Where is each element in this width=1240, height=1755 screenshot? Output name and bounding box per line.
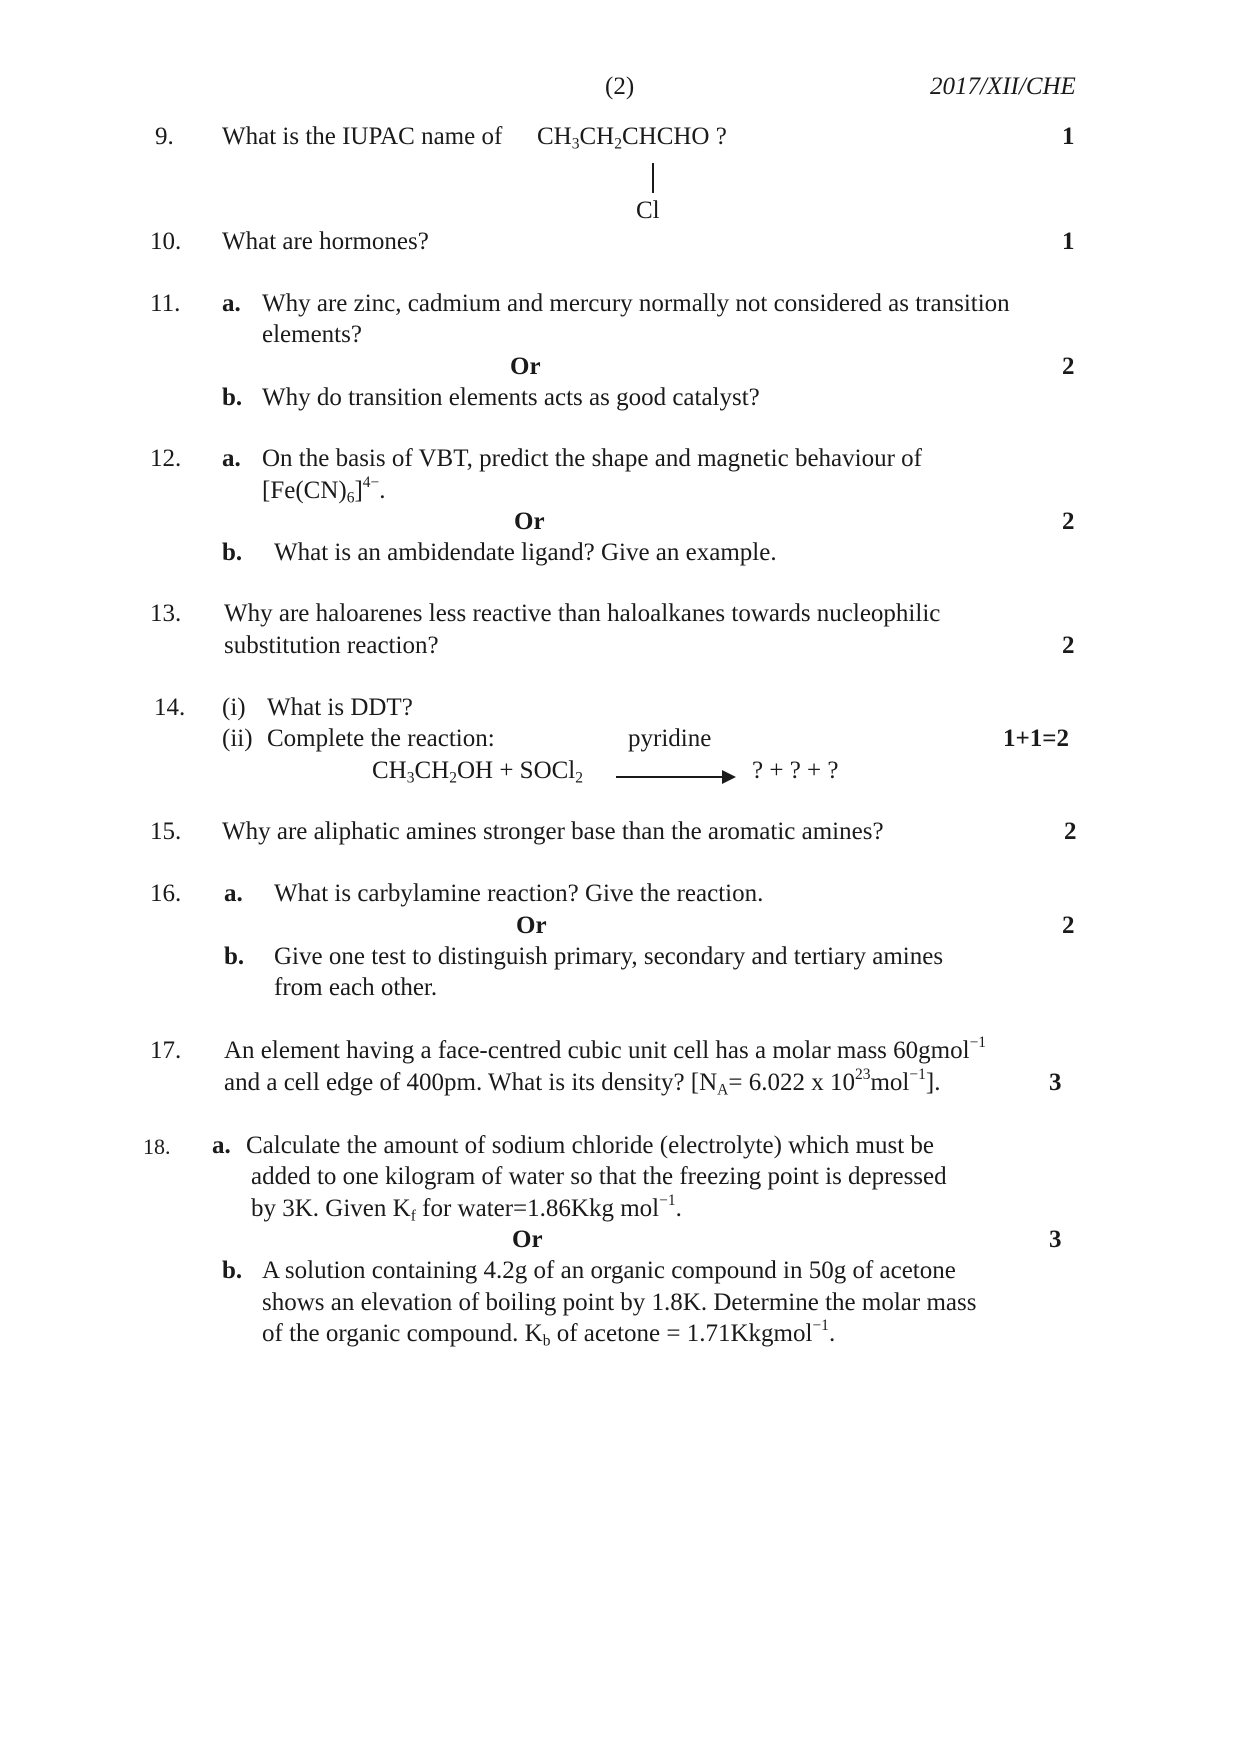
question-number: 17. bbox=[150, 1037, 182, 1064]
marks: 1 bbox=[1062, 123, 1075, 150]
sub-question-i-text: What is DDT? bbox=[267, 694, 413, 721]
sub-question-ii-text: Complete the reaction: bbox=[267, 725, 495, 752]
reagent-label: pyridine bbox=[628, 725, 712, 752]
option-label-a: a. bbox=[222, 445, 241, 472]
question-number: 10. bbox=[150, 228, 182, 255]
option-a-text: What is carbylamine reaction? Give the reaction. bbox=[274, 880, 764, 907]
option-label-b: b. bbox=[222, 1257, 243, 1284]
substituent-label: Cl bbox=[636, 197, 660, 224]
arrow-head-icon bbox=[722, 770, 736, 784]
option-b-text: shows an elevation of boiling point by 1.8K. Determine the molar mass bbox=[262, 1289, 977, 1316]
option-a-text: by 3K. Given $K_f$ for water=1.86Kkg mol$^{-1}$. bbox=[251, 1192, 682, 1225]
option-b-text: from each other. bbox=[274, 974, 438, 1001]
option-b-text: A solution containing 4.2g of an organic compound in 50g of acetone bbox=[262, 1257, 956, 1284]
marks: 2 bbox=[1064, 818, 1077, 845]
or-separator: Or bbox=[516, 912, 547, 939]
complex-formula: $[Fe(CN)_6]^{4-}$. bbox=[262, 474, 386, 507]
question-text: What is the IUPAC name of bbox=[222, 123, 503, 150]
option-b-text: What is an ambidendate ligand? Give an example. bbox=[274, 539, 777, 566]
option-b-text: Why do transition elements acts as good catalyst? bbox=[262, 384, 760, 411]
sub-label-i: (i) bbox=[222, 694, 246, 721]
option-label-b: b. bbox=[222, 539, 243, 566]
chemical-formula: $CH_3CH_2CHCHO$ ? bbox=[537, 123, 727, 153]
or-separator: Or bbox=[512, 1226, 543, 1253]
question-text: Why are haloarenes less reactive than haloalkanes towards nucleophilic bbox=[224, 600, 941, 627]
option-a-text: elements? bbox=[262, 321, 362, 348]
question-number: 13. bbox=[150, 600, 182, 627]
question-number: 16. bbox=[150, 880, 182, 907]
page-number: (2) bbox=[605, 73, 635, 100]
bond-line bbox=[652, 163, 654, 193]
reaction-arrow bbox=[616, 776, 724, 778]
marks: 2 bbox=[1062, 508, 1075, 535]
paper-code: 2017/XII/CHE bbox=[930, 73, 1076, 100]
question-text: Why are aliphatic amines stronger base than the aromatic amines? bbox=[222, 818, 884, 845]
marks: 2 bbox=[1062, 912, 1075, 939]
marks: 2 bbox=[1062, 632, 1075, 659]
question-text: and a cell edge of 400pm. What is its density? [$N_A= 6.022$ x $10^{23}mol^{-1}$]. bbox=[224, 1066, 941, 1099]
option-b-text: of the organic compound. $K_b$ of acetone = 1.71Kkgmol$^{-1}$. bbox=[262, 1317, 836, 1350]
question-text: An element having a face-centred cubic unit cell has a molar mass 60gmol$^{-1}$ bbox=[224, 1034, 987, 1064]
option-label-b: b. bbox=[224, 943, 245, 970]
option-a-text: Why are zinc, cadmium and mercury normally not considered as transition bbox=[262, 290, 1010, 317]
question-number: 11. bbox=[150, 290, 181, 317]
marks: 1+1=2 bbox=[1003, 725, 1069, 752]
option-label-a: a. bbox=[222, 290, 241, 317]
option-a-text: Calculate the amount of sodium chloride (electrolyte) which must be bbox=[246, 1132, 934, 1159]
marks: 1 bbox=[1062, 228, 1075, 255]
option-a-text: On the basis of VBT, predict the shape and magnetic behaviour of bbox=[262, 445, 922, 472]
question-number: 12. bbox=[150, 445, 182, 472]
question-number: 15. bbox=[150, 818, 182, 845]
option-a-text: added to one kilogram of water so that the freezing point is depressed bbox=[251, 1163, 947, 1190]
question-number: 18. bbox=[143, 1134, 171, 1159]
question-text: What are hormones? bbox=[222, 228, 429, 255]
option-label-a: a. bbox=[224, 880, 243, 907]
question-text: substitution reaction? bbox=[224, 632, 439, 659]
question-number: 9. bbox=[155, 123, 174, 150]
option-label-b: b. bbox=[222, 384, 243, 411]
reaction-reactants: $CH_3CH_2OH$ + SOCl$_2$ bbox=[372, 757, 584, 787]
question-number: 14. bbox=[154, 694, 186, 721]
or-separator: Or bbox=[510, 353, 541, 380]
marks: 3 bbox=[1049, 1069, 1062, 1096]
marks: 3 bbox=[1049, 1226, 1062, 1253]
marks: 2 bbox=[1062, 353, 1075, 380]
reaction-products: ? + ? + ? bbox=[752, 757, 839, 784]
sub-label-ii: (ii) bbox=[222, 725, 253, 752]
or-separator: Or bbox=[514, 508, 545, 535]
option-label-a: a. bbox=[212, 1132, 231, 1159]
option-b-text: Give one test to distinguish primary, secondary and tertiary amines bbox=[274, 943, 944, 970]
